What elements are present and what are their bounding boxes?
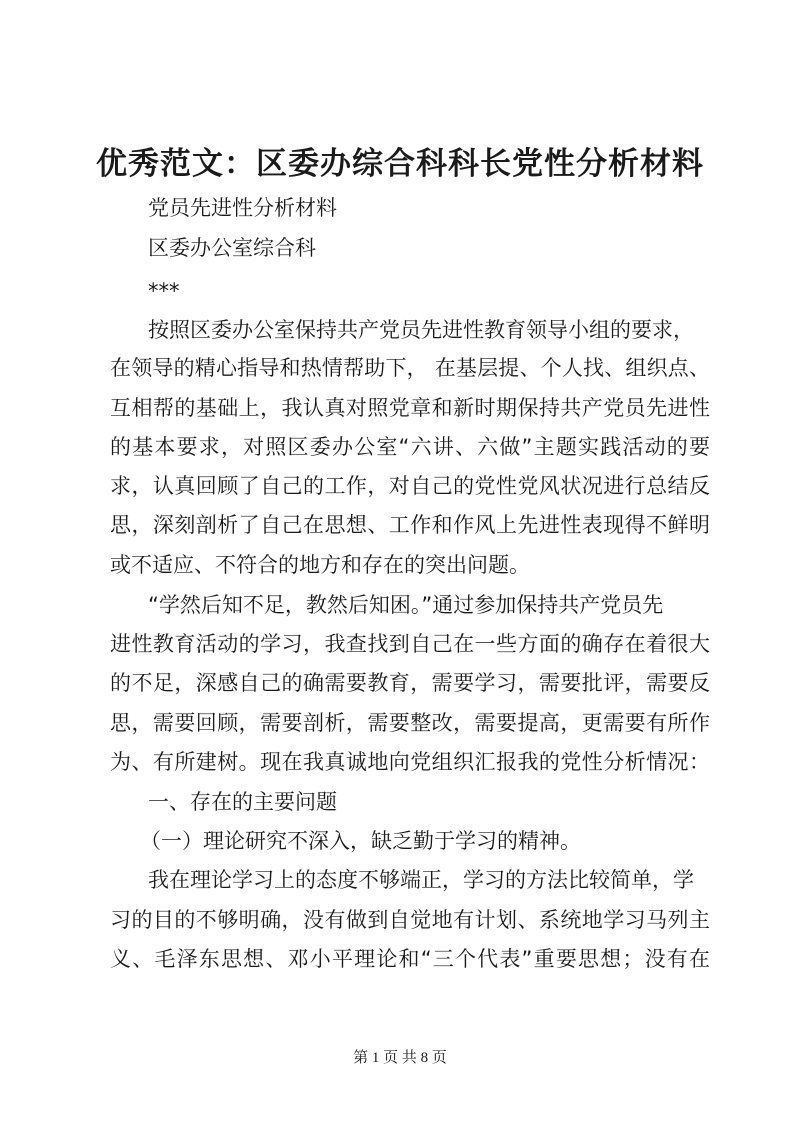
paragraph-line: 按照区委办公室保持共产党员先进性教育领导小组的要求， [148,318,694,342]
paragraph-line: 我在理论学习上的态度不够端正，学习的方法比较简单，学 [148,868,694,892]
section-heading: 一、存在的主要问题 [148,790,337,814]
paragraph-line: 的基本要求，对照区委办公室“六讲、六做”主题实践活动的要 [110,435,710,459]
paragraph-line: 互相帮的基础上，我认真对照党章和新时期保持共产党员先进性 [110,396,710,420]
page-footer: 第 1 页 共 8 页 [353,1050,447,1066]
paragraph-line: 为、有所建树。现在我真诚地向党组织汇报我的党性分析情况： [110,750,710,774]
paragraph-line: 在领导的精心指导和热情帮助下， 在基层提、个人找、组织点、 [110,356,710,380]
subsection-heading: （一）理论研究不深入，缺乏勤于学习的精神。 [140,829,581,853]
paragraph-line: 进性教育活动的学习，我查找到自己在一些方面的确存在着很大 [110,632,710,656]
subtitle: 党员先进性分析材料 [148,196,337,220]
paragraph-line: 思，深刻剖析了自己在思想、工作和作风上先进性表现得不鲜明 [110,513,710,537]
paragraph-line: “学然后知不足，教然后知困。”通过参加保持共产党员先 [148,593,664,617]
paragraph-line: 求，认真回顾了自己的工作，对自己的党性党风状况进行总结反 [110,474,710,498]
paragraph-line: 的不足，深感自己的确需要教育，需要学习，需要批评，需要反 [110,671,710,695]
department: 区委办公室综合科 [148,236,316,260]
paragraph-line: 思，需要回顾，需要剖析，需要整改，需要提高，更需要有所作 [110,711,710,735]
document-title: 优秀范文：区委办综合科科长党性分析材料 [96,146,704,182]
paragraph-line: 或不适应、不符合的地方和存在的突出问题。 [110,553,530,577]
paragraph-line: 义、毛泽东思想、邓小平理论和“三个代表”重要思想；没有在 [110,947,710,971]
author-redacted: *** [148,279,180,303]
paragraph-line: 习的目的不够明确，没有做到自觉地有计划、系统地学习马列主 [110,908,710,932]
